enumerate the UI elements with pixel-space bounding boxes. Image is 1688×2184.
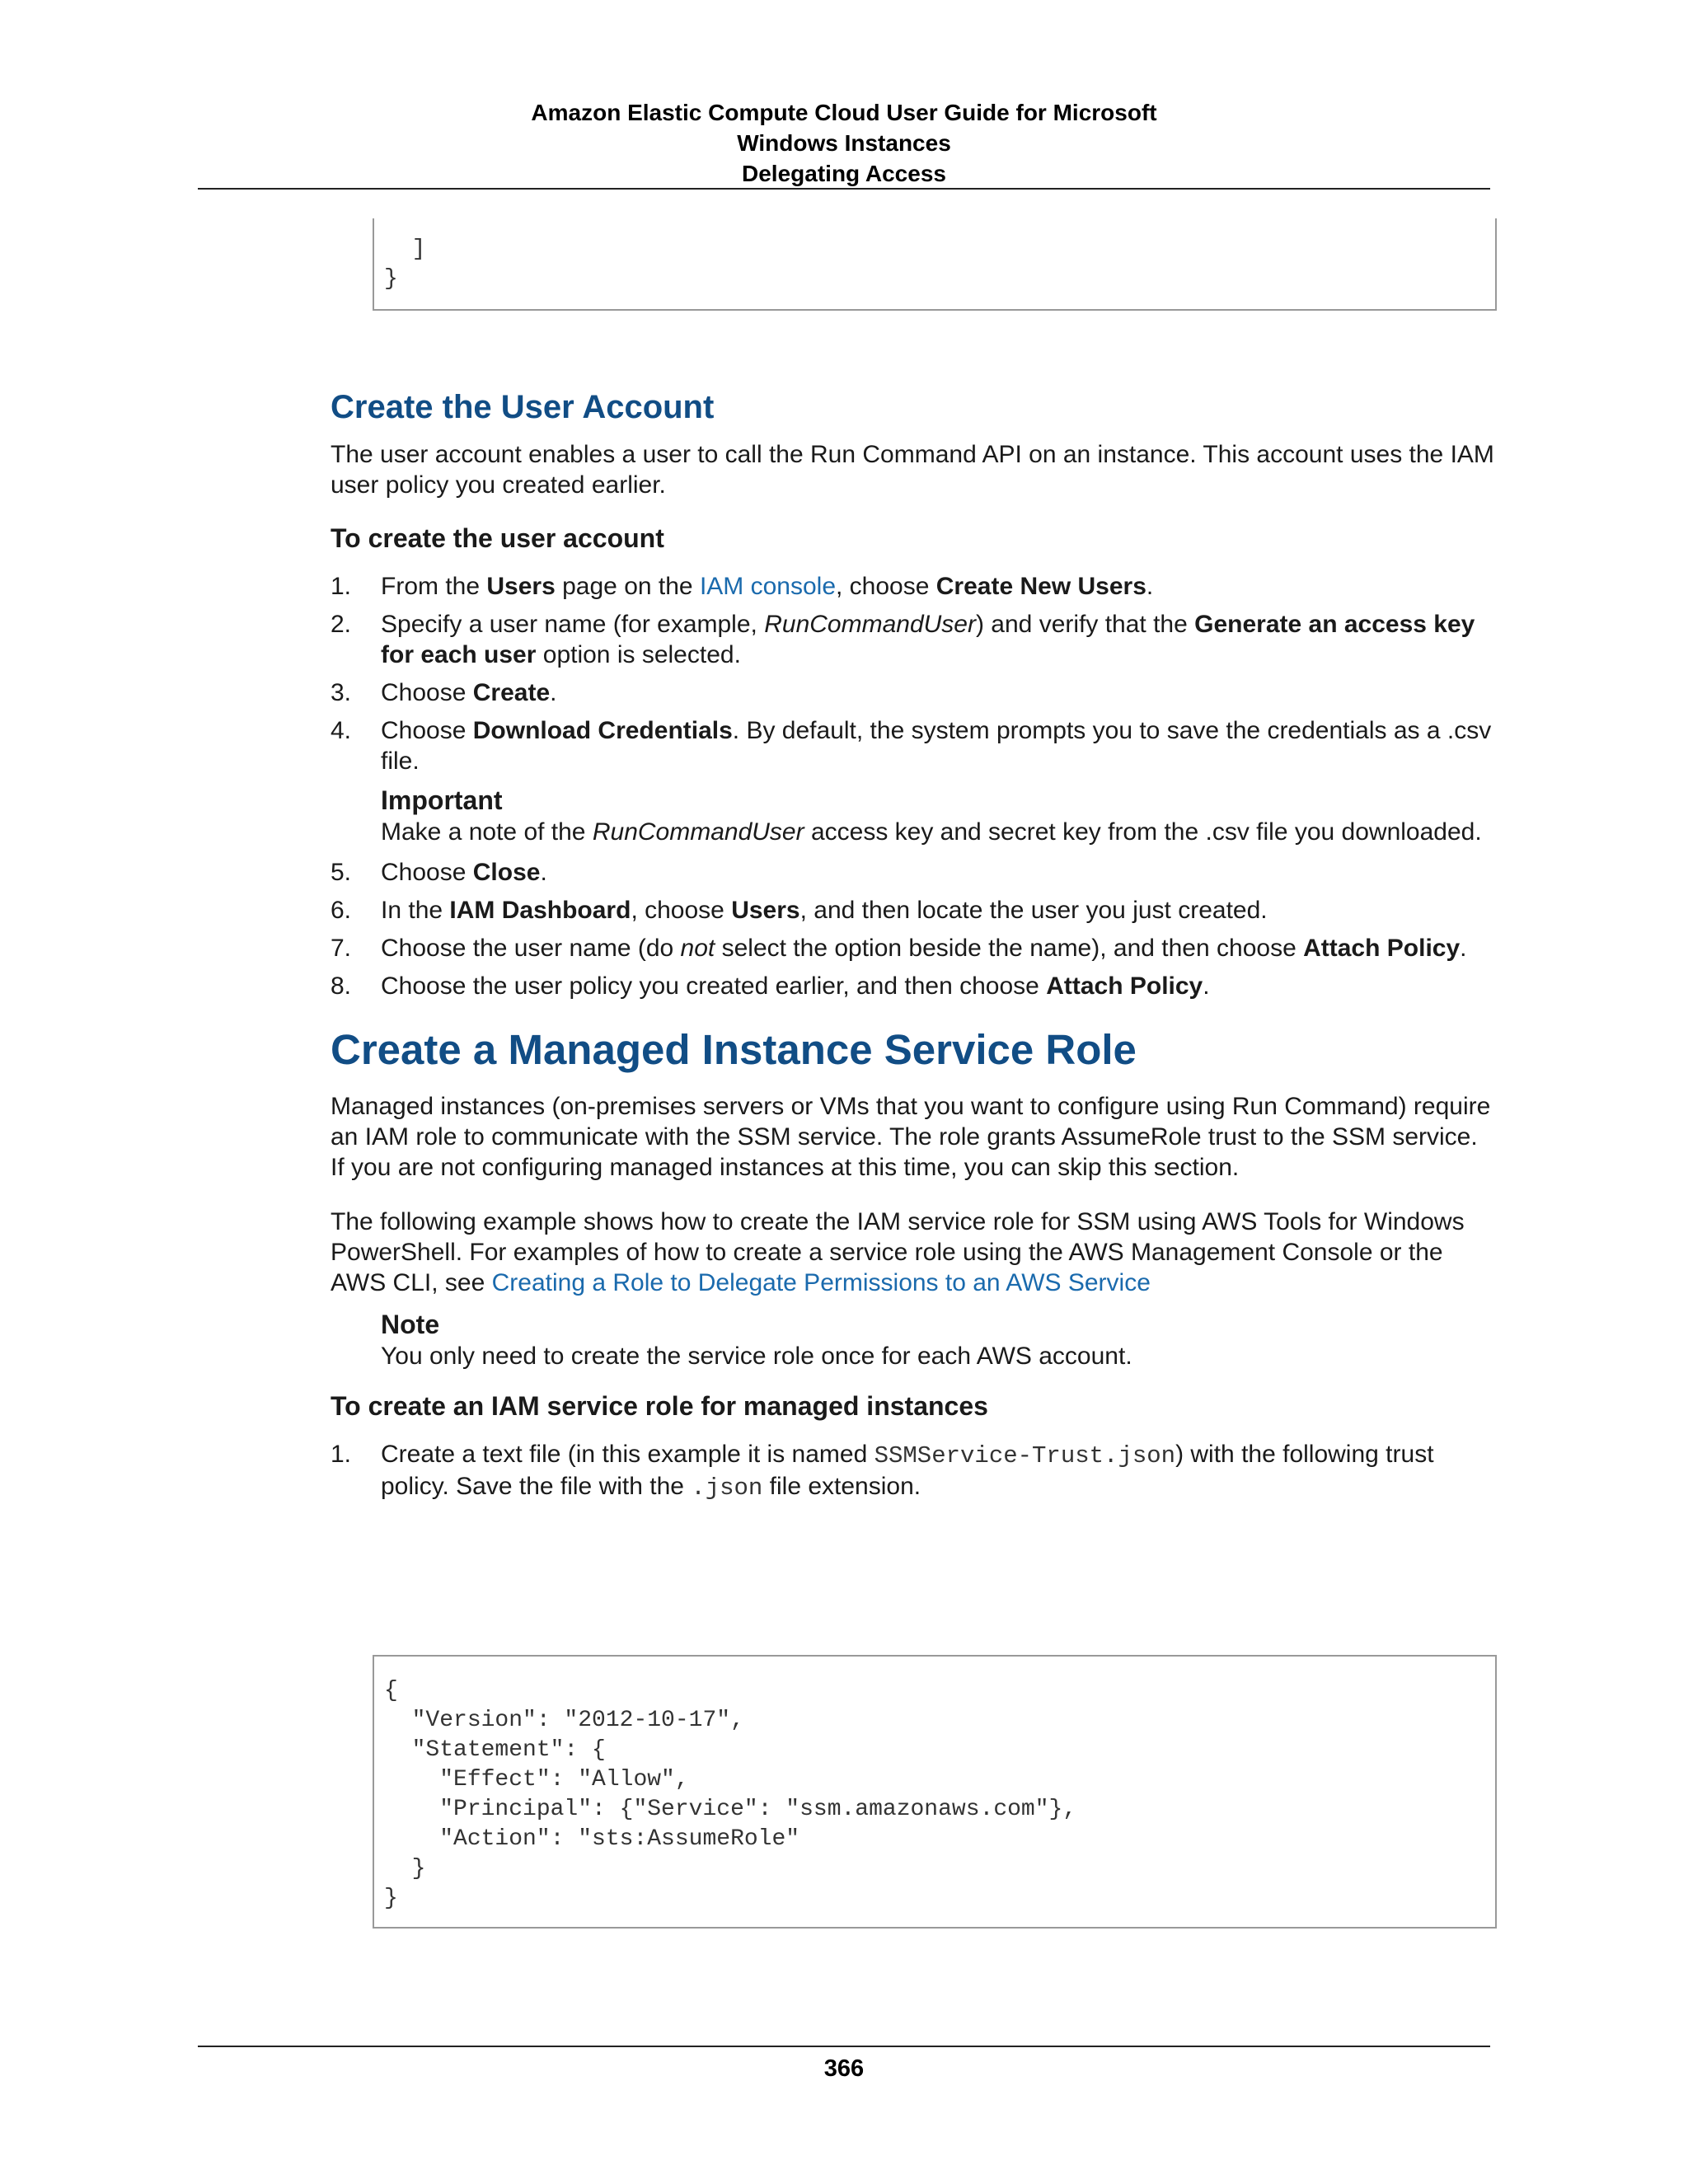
main-content bbox=[331, 377, 1497, 1511]
step-number: 2. bbox=[331, 611, 352, 638]
code-line: "Statement": { bbox=[384, 1737, 606, 1763]
code-block-continued bbox=[373, 218, 1497, 311]
page-number: 366 bbox=[823, 2055, 865, 2082]
service-role-para-1: Managed instances (on-premises servers or VMs that you want to configure using Run Command) require an IAM role to communicate with the SSM service. The role grants AssumeRole trust to the SSM service. If you are not configuring managed instances at this time, you can skip this section. bbox=[331, 1093, 1491, 1181]
procedure-title: To create the user account bbox=[331, 523, 664, 553]
step-number: 3. bbox=[331, 679, 352, 706]
step-5: 5. Choose Close. bbox=[331, 859, 547, 886]
step-number: 1. bbox=[331, 573, 352, 600]
delegate-permissions-link[interactable]: Creating a Role to Delegate Permissions to an AWS Service bbox=[491, 1269, 1151, 1296]
step-2: 2. Specify a user name (for example, RunCommandUser) and verify that the Generate an access key for each user option is selected. bbox=[331, 611, 1475, 668]
code-line: "Effect": "Allow", bbox=[384, 1767, 689, 1793]
code-line: "Principal": {"Service": "ssm.amazonaws.com"}, bbox=[384, 1797, 1077, 1822]
filename-code: SSMService-Trust.json bbox=[874, 1442, 1176, 1469]
section-title-user-account: Create the User Account bbox=[331, 389, 715, 425]
code-line: ] bbox=[384, 237, 426, 262]
note-title: Note bbox=[381, 1310, 440, 1339]
running-header bbox=[0, 97, 1688, 189]
code-line: "Action": "sts:AssumeRole" bbox=[384, 1826, 800, 1852]
header-rule bbox=[198, 188, 1490, 190]
step-number: 6. bbox=[331, 897, 352, 924]
user-account-intro: The user account enables a user to call the Run Command API on an instance. This account uses the IAM user policy you created earlier. bbox=[331, 441, 1494, 499]
trust-policy-code-block bbox=[373, 1655, 1497, 1929]
iam-console-link[interactable]: IAM console bbox=[699, 573, 837, 600]
important-text: Make a note of the RunCommandUser access key and secret key from the .csv file you downloaded. bbox=[381, 818, 1482, 846]
user-account-steps-continued bbox=[331, 857, 1497, 1001]
footer-rule bbox=[198, 2046, 1490, 2047]
step-number: 7. bbox=[331, 935, 352, 962]
step-1: 1. From the Users page on the IAM console, choose Create New Users. bbox=[331, 573, 1154, 600]
note-text: You only need to create the service role once for each AWS account. bbox=[381, 1343, 1132, 1370]
step-8: 8. Choose the user policy you created earlier, and then choose Attach Policy. bbox=[331, 972, 1210, 1000]
important-title: Important bbox=[381, 785, 503, 815]
service-role-steps bbox=[331, 1439, 1497, 1503]
step-number: 4. bbox=[331, 717, 352, 744]
step-6: 6. In the IAM Dashboard, choose Users, and then locate the user you just created. bbox=[331, 897, 1268, 924]
code-line: } bbox=[384, 266, 398, 292]
user-account-steps bbox=[331, 571, 1497, 776]
code-line: { bbox=[384, 1678, 398, 1704]
section-title-service-role: Create a Managed Instance Service Role bbox=[331, 1026, 1137, 1073]
code-line: } bbox=[384, 1856, 426, 1882]
procedure-title: To create an IAM service role for managed instances bbox=[331, 1391, 988, 1421]
note-callout bbox=[381, 1308, 1497, 1371]
header-line-1: Amazon Elastic Compute Cloud User Guide for Microsoft bbox=[531, 100, 1157, 125]
service-role-para-2: The following example shows how to create the IAM service role for SSM using AWS Tools for Windows PowerShell. For examples of how to create a service role using the AWS Management Console or the AWS CLI, see Creating a Role to Delegate Permissions to an AWS Service bbox=[331, 1208, 1465, 1296]
code-line: "Version": "2012-10-17", bbox=[384, 1708, 744, 1733]
step-3: 3. Choose Create. bbox=[331, 679, 557, 706]
important-callout bbox=[381, 784, 1497, 847]
step-1: 1. Create a text file (in this example it is named SSMService-Trust.json) with the following trust policy. Save the file with the .json file extension. bbox=[331, 1441, 1434, 1502]
header-line-2: Windows Instances bbox=[737, 130, 951, 156]
step-number: 8. bbox=[331, 972, 352, 1000]
step-4: 4. Choose Download Credentials. By default, the system prompts you to save the credentials as a .csv file. bbox=[331, 717, 1492, 775]
header-line-3: Delegating Access bbox=[742, 161, 946, 186]
step-number: 1. bbox=[331, 1441, 352, 1468]
extension-code: .json bbox=[691, 1474, 763, 1502]
step-7: 7. Choose the user name (do not select the option beside the name), and then choose Attach Policy. bbox=[331, 935, 1467, 962]
code-line: } bbox=[384, 1886, 398, 1911]
step-number: 5. bbox=[331, 859, 352, 886]
